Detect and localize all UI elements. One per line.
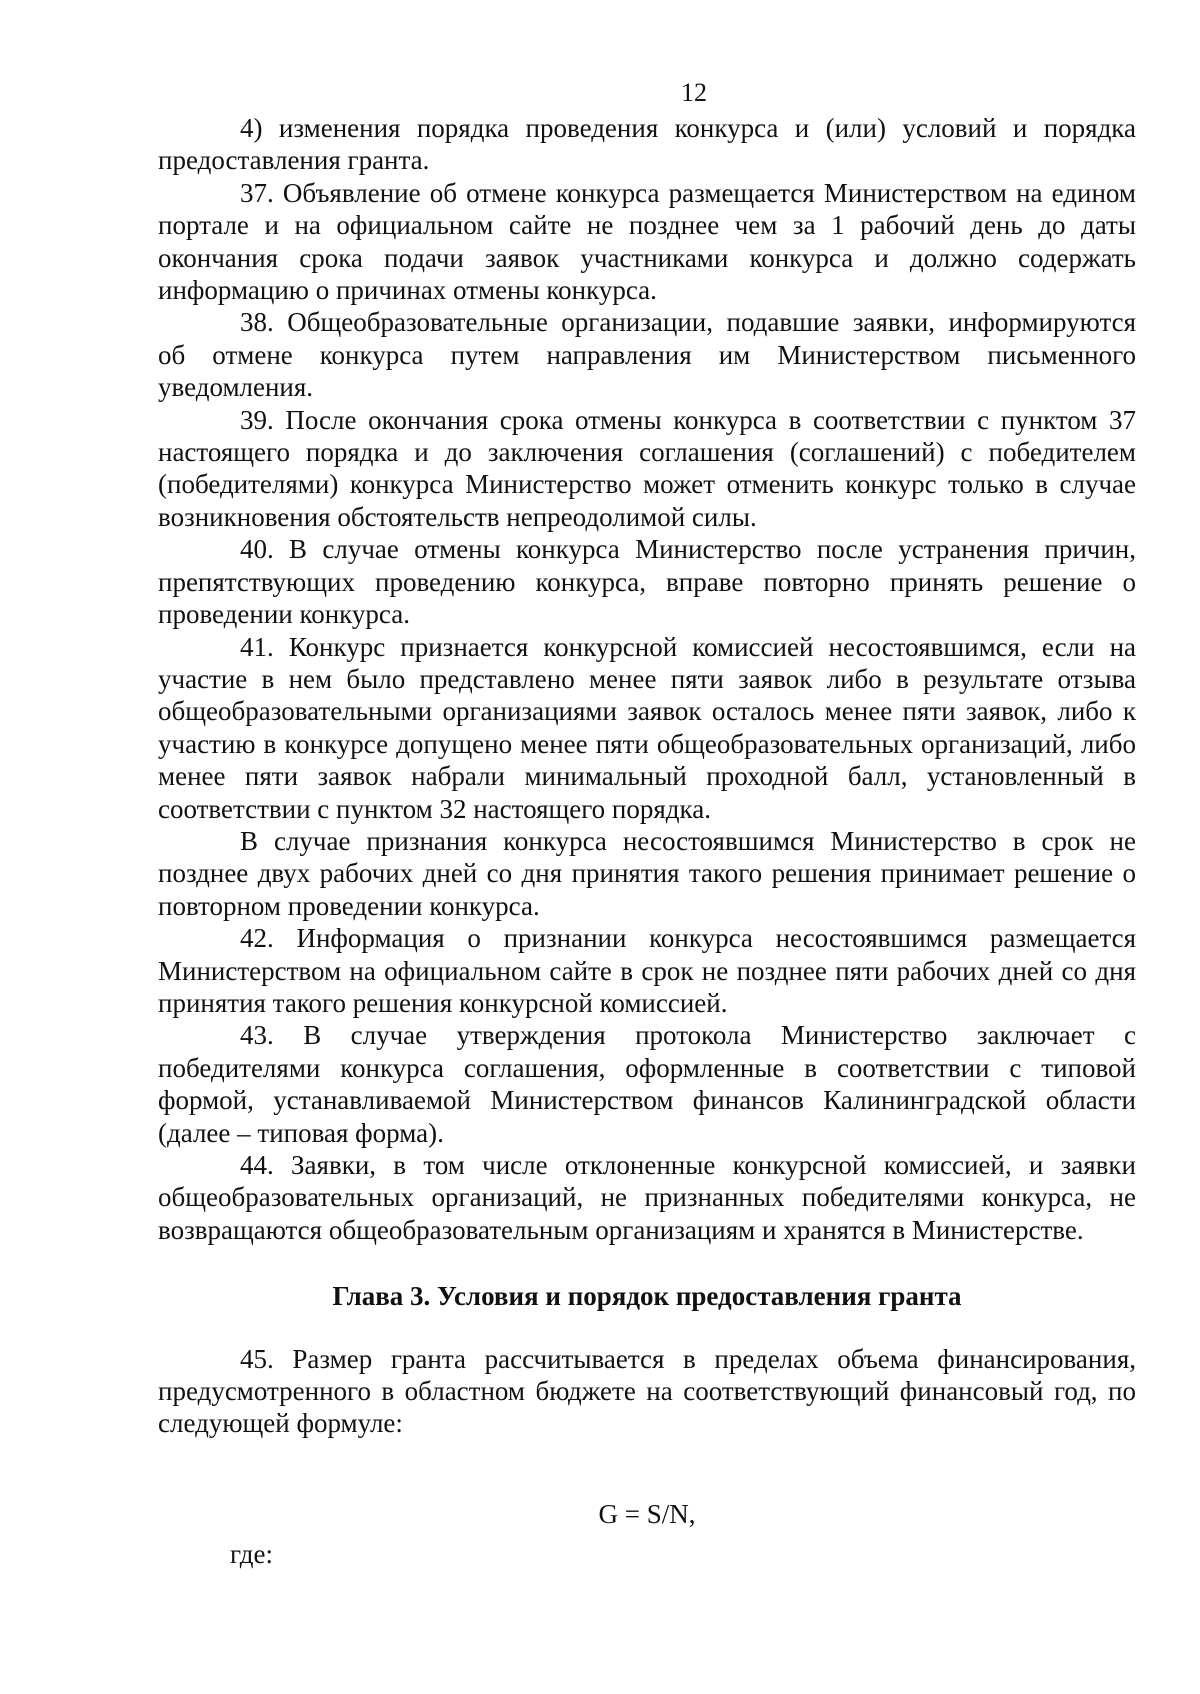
paragraph-41: 41. Конкурс признается конкурсной комиссией несостоявшимся, если на участие в нем было представлено менее пяти заявок либо в результате отзыва общеобразовательными организациями заявок осталось менее пяти заявок, либо к участию в конкурсе допущено менее пяти общеобразовательных организаций, либо менее пяти заявок набрали минимальный проходной балл, установленный в соответствии с пунктом 32 настоящего порядка. [158, 631, 1136, 824]
paragraph-42: 42. Информация о признании конкурса несостоявшимся размещается Министерством на официальном сайте в срок не позднее пяти рабочих дней со дня принятия такого решения конкурсной комиссией. [158, 923, 1136, 1018]
paragraph-44: 44. Заявки, в том числе отклоненные конкурсной комиссией, и заявки общеобразовательных организаций, не признанных победителями конкурса, не возвращаются общеобразовательным организациям и хранятся в Министерстве. [158, 1150, 1136, 1245]
paragraph-40: 40. В случае отмены конкурса Министерство после устранения причин, препятствующих проведению конкурса, вправе повторно принять решение о проведении конкурса. [158, 534, 1136, 630]
formula: G = S/N, [598, 1498, 696, 1529]
paragraph-39: 39. После окончания срока отмены конкурса в соответствии с пунктом 37 настоящего порядка и до заключения соглашения (соглашений) с победителем (победителями) конкурса Министерство может отменить конкурс только в случае возникновения обстоятельств непреодолимой силы. [158, 404, 1136, 532]
page-number: 12 [681, 78, 707, 107]
paragraph-41-continued: В случае признания конкурса несостоявшимся Министерство в срок не позднее двух рабочих дней со дня принятия такого решения принимает решение о повторном проведении конкурса. [158, 825, 1136, 921]
paragraph-item-4: 4) изменения порядка проведения конкурса и (или) условий и порядка предоставления гранта. [158, 113, 1136, 176]
paragraph-37: 37. Объявление об отмене конкурса размещается Министерством на едином портале и на официальном сайте не позднее чем за 1 рабочий день до даты окончания срока подачи заявок участниками конкурса и должно содержать информацию о причинах отмены конкурса. [158, 177, 1136, 306]
paragraph-45: 45. Размер гранта рассчитывается в пределах объема финансирования, предусмотренного в областном бюджете на соответствующий финансовый год, по следующей формуле: [158, 1343, 1136, 1439]
body-text [158, 112, 1136, 1246]
where-label: где: [230, 1539, 273, 1570]
paragraph-43: 43. В случае утверждения протокола Министерство заключает с победителями конкурса соглашения, оформленные в соответствии с типовой формой, устанавливаемой Министерством финансов Калининградской области (далее – типовая форма). [158, 1020, 1136, 1148]
paragraph-38: 38. Общеобразовательные организации, подавшие заявки, информируются об отмене конкурса путем направления им Министерством письменного уведомления. [158, 307, 1136, 403]
chapter-title: Глава 3. Условия и порядок предоставления гранта [332, 1281, 962, 1312]
